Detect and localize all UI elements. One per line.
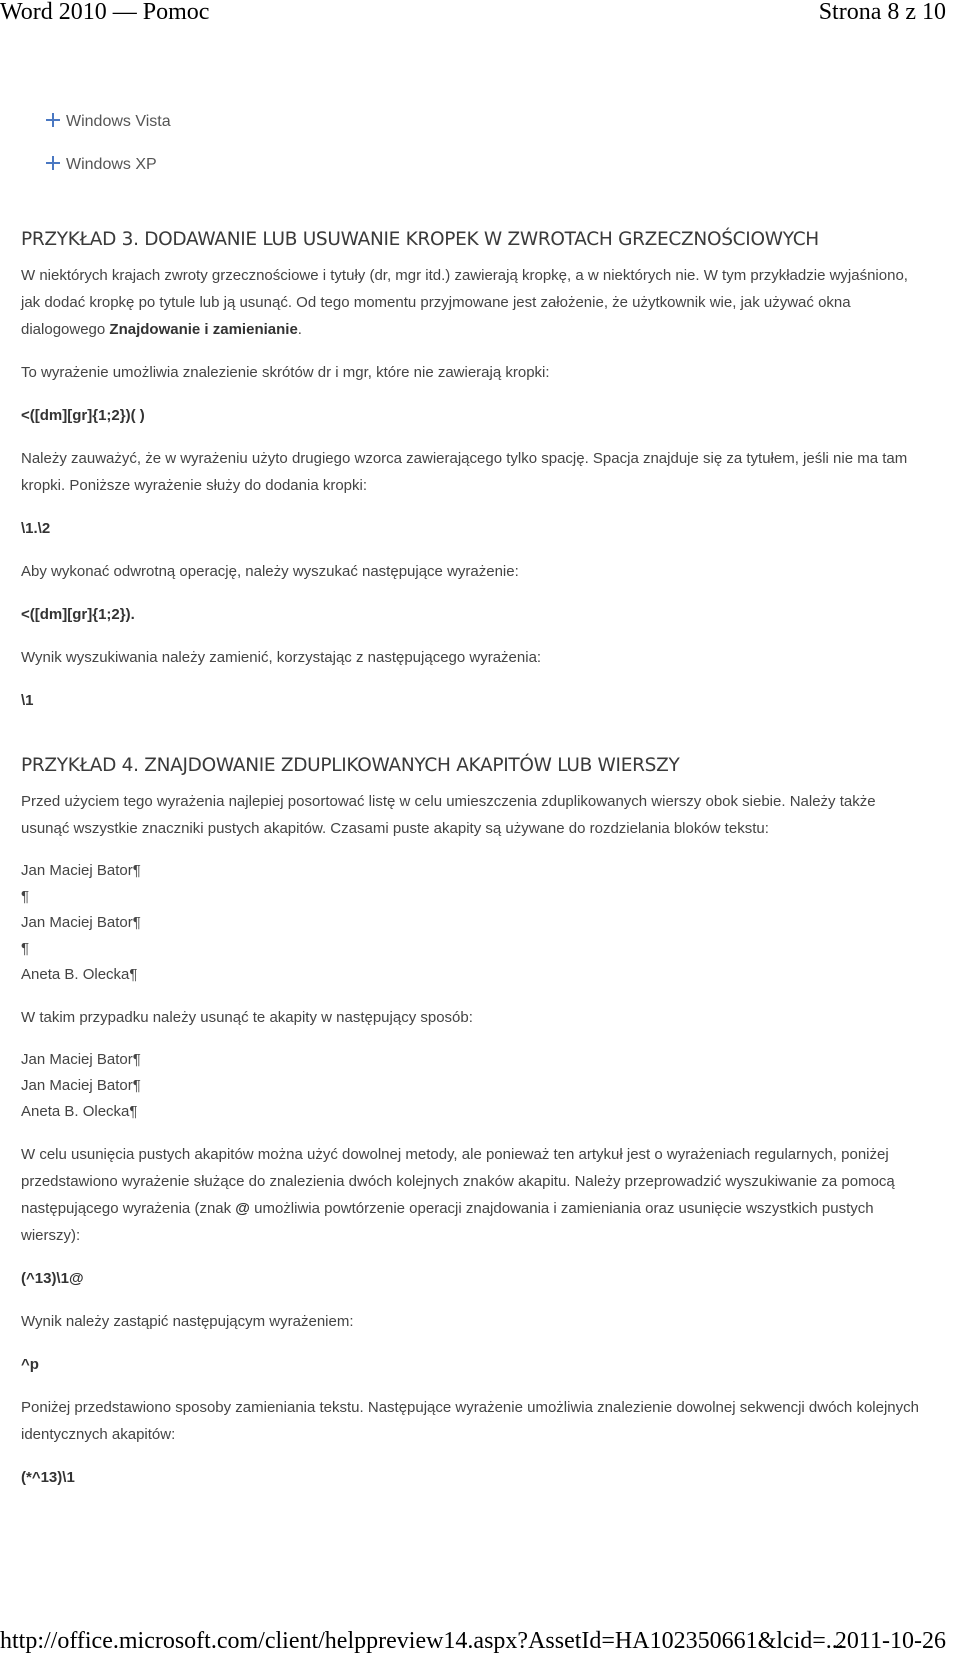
example3-reverse-text: Aby wykonać odwrotną operację, należy wyszukać następujące wyrażenie:	[21, 563, 519, 580]
example3-add-expression: \1.\2	[21, 520, 51, 537]
plus-icon[interactable]	[46, 156, 60, 170]
expander-windows-xp[interactable]	[46, 155, 921, 198]
list-item: Aneta B. Olecka¶	[21, 966, 138, 983]
example4-result-list	[21, 1047, 921, 1125]
list-item: Jan Maciej Bator¶	[21, 1051, 141, 1068]
example4-replace-expression: ^p	[21, 1356, 39, 1373]
list-item: Jan Maciej Bator¶	[21, 862, 141, 879]
footer-date: 2011-10-26	[834, 1628, 946, 1654]
example3-find-text: To wyrażenie umożliwia znalezienie skrótów dr i mgr, które nie zawierają kropki:	[21, 364, 550, 381]
header-title: Word 2010 — Pomoc	[0, 0, 210, 25]
article-body	[21, 112, 921, 1491]
at-sign: @	[235, 1200, 250, 1217]
example3-intro-end: .	[297, 321, 302, 338]
example4-heading: PRZYKŁAD 4. ZNAJDOWANIE ZDUPLIKOWANYCH AKAPITÓW LUB WIERSZY	[21, 755, 680, 776]
dialog-name: Znajdowanie i zamienianie	[109, 321, 298, 338]
list-item: ¶	[21, 888, 30, 905]
example3-reverse-expression: <([dm][gr]{1;2}).	[21, 606, 135, 623]
example4-method-end: umożliwia powtórzenie operacji znajdowania i zamieniania oraz usunięcie wszystkich pustych wierszy):	[21, 1200, 874, 1244]
example3-find-expression: <([dm][gr]{1;2})( )	[21, 407, 145, 424]
example4-remove-text: W takim przypadku należy usunąć te akapity w następujący sposób:	[21, 1009, 473, 1026]
example4-sample-list	[21, 858, 921, 988]
example4-method-text: W celu usunięcia pustych akapitów można użyć dowolnej metody, ale ponieważ ten artykuł jest o wyrażeniach regularnych, poniżej przedstawiono wyrażenie służące do znalezienia dwóch kolejnych znaków akapitu. Należy przeprowadzić wyszukiwanie za pomocą następującego wyrażenia (znak	[21, 1146, 895, 1217]
example4-below-text: Poniżej przedstawiono sposoby zamieniania tekstu. Następujące wyrażenie umożliwia znalezienie dowolnej sekwencji dwóch kolejnych identycznych akapitów:	[21, 1399, 919, 1443]
example3-replace-expression: \1	[21, 692, 34, 709]
example3-intro	[21, 262, 921, 343]
list-item: Jan Maciej Bator¶	[21, 1077, 141, 1094]
expander-label[interactable]: Windows XP	[66, 156, 157, 173]
example4-find-expression: (^13)\1@	[21, 1270, 84, 1287]
list-item: Aneta B. Olecka¶	[21, 1103, 138, 1120]
example4-method	[21, 1141, 921, 1249]
example4-sequence-expression: (*^13)\1	[21, 1469, 75, 1486]
expander-windows-vista[interactable]	[46, 112, 921, 155]
example3-heading: PRZYKŁAD 3. DODAWANIE LUB USUWANIE KROPEK W ZWROTACH GRZECZNOŚCIOWYCH	[21, 229, 819, 250]
header-page-number: Strona 8 z 10	[818, 0, 946, 25]
example3-replace-text: Wynik wyszukiwania należy zamienić, korzystając z następującego wyrażenia:	[21, 649, 542, 666]
example4-intro: Przed użyciem tego wyrażenia najlepiej posortować listę w celu umieszczenia zduplikowanych wierszy obok siebie. Należy także usunąć wszystkie znaczniki pustych akapitów. Czasami puste akapity są używane do rozdzielania bloków tekstu:	[21, 793, 876, 837]
example4-replace-text: Wynik należy zastąpić następującym wyrażeniem:	[21, 1313, 354, 1330]
example3-note: Należy zauważyć, że w wyrażeniu użyto drugiego wzorca zawierającego tylko spację. Spacja znajduje się za tytułem, jeśli nie ma tam kropki. Poniższe wyrażenie służy do dodania kropki:	[21, 450, 908, 494]
plus-icon[interactable]	[46, 113, 60, 127]
expander-label[interactable]: Windows Vista	[66, 113, 171, 130]
list-item: ¶	[21, 940, 30, 957]
example3-intro-text: W niektórych krajach zwroty grzecznościowe i tytuły (dr, mgr itd.) zawierają kropkę, a w niektórych nie. W tym przykładzie wyjaśniono, jak dodać kropkę po tytule lub ją usunąć. Od tego momentu przyjmowane jest założenie, że użytkownik wie, jak używać okna dialogowego	[21, 267, 908, 338]
footer-url: http://office.microsoft.com/client/helppreview14.aspx?AssetId=HA102350661&lcid=...	[0, 1628, 844, 1654]
list-item: Jan Maciej Bator¶	[21, 914, 141, 931]
